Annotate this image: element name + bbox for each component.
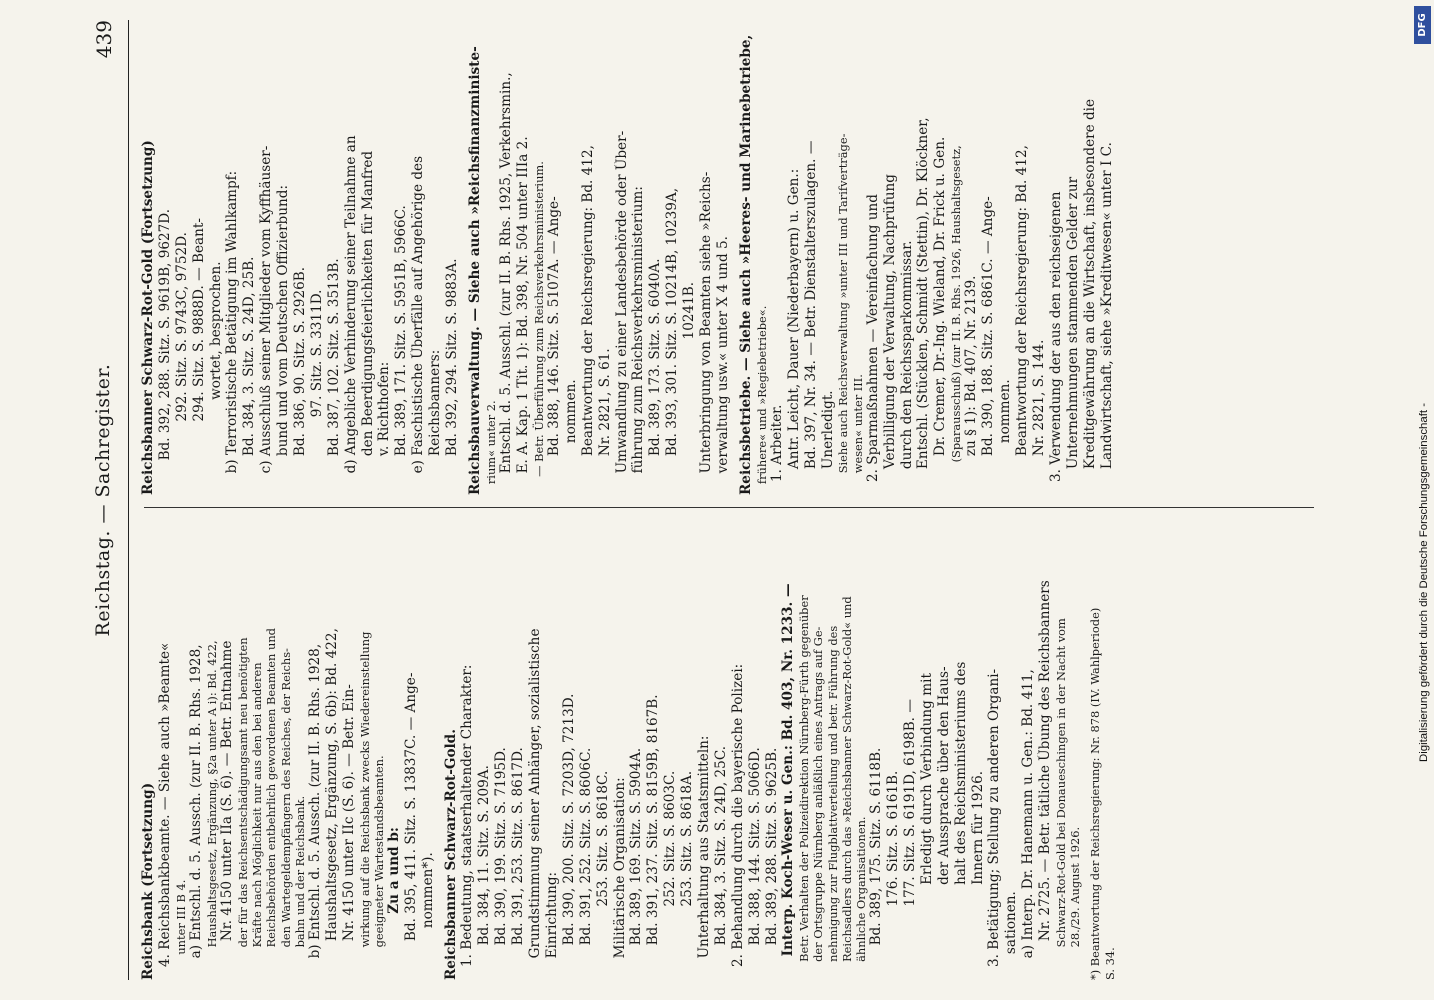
index-line: Bd. 388, 144. Sitz. S. 5066D.: [746, 747, 763, 980]
index-line: der für das Reichsentschädigungsamt neu benötigten: [235, 637, 250, 980]
index-line: Bd. 397, Nr. 34. — Betr. Dienstalterszulagen. —: [802, 140, 819, 495]
index-line: Beantwortung der Reichsregierung: Bd. 412,: [1014, 145, 1031, 495]
index-line: — Betr. Überführung zum Reichsverkehrsministerium.: [531, 161, 546, 495]
dfg-logo: [1414, 6, 1431, 44]
index-line: Unterbringung von Beamten siehe »Reichs-: [697, 171, 714, 495]
index-line: rium« unter 2.: [483, 400, 498, 495]
index-line: 1. Arbeiter.: [768, 404, 785, 495]
index-line: der Aussprache über den Haus-: [935, 666, 952, 980]
index-line: bahn und der Reichsbank.: [292, 795, 307, 980]
index-line: Bd. 384, 3. Sitz. S. 24D, 25B.: [241, 256, 258, 495]
index-heading: Zu a und b:: [385, 827, 402, 980]
index-line: Reichsadlers durch das »Reichsbanner Schwarz-Rot-Gold« und: [839, 596, 854, 980]
index-line: Einrichtung:: [543, 871, 560, 980]
index-line: 2. Behandlung durch die bayerische Polizei:: [729, 663, 746, 980]
index-line: v. Richthofen:: [376, 361, 393, 495]
index-line: nommen.: [562, 379, 579, 495]
index-line: Bd. 384, 3. Sitz. S. 24D, 25C.: [712, 745, 729, 980]
index-line: a) Entschl. d. 5. Aussch. (zur II. B. Rhs. 1928,: [187, 644, 204, 980]
left-column: [140, 505, 1320, 980]
index-line: Bd. 390, 200. Sitz. S. 7203D, 7213D.: [560, 693, 577, 980]
index-line: führung zum Reichsverkehrsministerium:: [630, 186, 647, 495]
index-line: 28./29. August 1926.: [1068, 826, 1083, 980]
index-line: 4. Reichsbankbeamte. — Siehe auch »Beamte«: [156, 642, 173, 980]
index-line: Beantwortung der Reichsregierung: Bd. 412,: [579, 145, 596, 495]
index-line: unter III B 4.: [173, 879, 188, 980]
index-line: durch den Reichssparkommissar.: [898, 240, 915, 495]
index-heading: Interp. Koch-Weser u. Gen.: Bd. 403, Nr. 1233. —: [780, 583, 797, 980]
index-line: 3. Betätigung; Stellung zu anderen Organi-: [986, 668, 1003, 980]
index-heading: Reichsbanner Schwarz-Rot-Gold.: [442, 729, 459, 980]
index-line: Grundstimmung seiner Anhänger, sozialistische: [527, 628, 544, 980]
index-line: Unternehmungen stammenden Gelder zur: [1064, 176, 1081, 495]
index-line: 10241B.: [681, 281, 698, 495]
index-line: Bd. 387, 102. Sitz. S. 3513B.: [325, 258, 342, 495]
index-line: Umwandlung zu einer Landesbehörde oder Über-: [613, 130, 630, 495]
index-line: Bd. 395, 411. Sitz. S. 13837C. — Ange-: [402, 672, 419, 980]
index-heading: Reichsbank (Fortsetzung): [140, 782, 156, 980]
digitization-credit: Digitalisierung gefördert durch die Deutsche Forschungsgemeinschaft -: [1418, 403, 1430, 762]
index-line: wesen« unter III.: [850, 374, 865, 495]
index-line: Haushaltsgesetz, Ergänzung, S. 6b): Bd. 422,: [323, 628, 340, 980]
index-line: Nr. 2725. — Betr. tätliche Übung des Reichsbanners: [1037, 580, 1054, 980]
index-line: ähnliche Organisationen.: [854, 816, 869, 980]
index-line: Unterhaltung aus Staatsmitteln:: [695, 735, 712, 980]
index-line: b) Entschl. d. 5. Aussch. (zur II. B. Rhs. 1928,: [306, 643, 323, 980]
index-line: der Ortsgruppe Nürnberg anläßlich eines Antrags auf Ge-: [811, 626, 826, 980]
index-line: nommen*).: [419, 852, 436, 980]
index-line: Bd. 384, 11. Sitz. S. 209A.: [476, 765, 493, 980]
index-line: Bd. 390, 188. Sitz. S. 6861C. — Ange-: [980, 196, 997, 495]
index-line: Reichsbanners:: [427, 349, 444, 495]
index-line: 177. Sitz. S. 6191D, 6198B. —: [902, 699, 919, 980]
index-line: Landwirtschaft, siehe »Kreditwesen« unter I C.: [1098, 142, 1115, 495]
index-line: 253. Sitz. S. 8618A.: [679, 770, 696, 980]
index-line: halt des Reichsministeriums des: [952, 661, 969, 980]
index-line: 294. Sitz. S. 9888D. — Beant-: [190, 218, 207, 495]
index-line: Bd. 391, 237. Sitz. S. 8159B, 8167B.: [645, 694, 662, 980]
index-line: Kreditgewährung an die Wirtschaft, insbesondere die: [1081, 98, 1098, 495]
index-line: frühere« und »Regiebetriebe«.: [754, 305, 769, 495]
index-line: verwaltung usw.« unter X 4 und 5.: [714, 236, 731, 495]
index-line: Antr. Leicht, Dauer (Niederbayern) u. Gen.:: [785, 168, 802, 495]
index-line: b) Terroristische Betätigung im Wahlkampf:: [224, 170, 241, 495]
index-line: Innern für 1926.: [969, 770, 986, 980]
index-heading: Reichsbauverwaltung. — Siehe auch »Reichsfinanzministe-: [466, 46, 483, 495]
index-line: 253. Sitz. S. 8618C.: [594, 770, 611, 980]
index-line: Verbilligung der Verwaltung, Nachprüfung: [881, 173, 898, 495]
index-line: d) Angebliche Verhinderung seiner Teilnahme an: [342, 135, 359, 495]
index-heading: Reichsbetriebe. — Siehe auch »Heeres- und Marinebetriebe,: [737, 34, 754, 495]
right-column: [140, 20, 1320, 495]
index-line: *) Beantwortung der Reichsregierung: Nr. 878 (IV. Wahlperiode): [1088, 607, 1103, 980]
index-line: E. A. Kap. 1 Tit. 1): Bd. 398, Nr. 504 unter IIIa 2.: [514, 136, 531, 495]
index-line: e) Faschistische Überfälle auf Angehörige des: [410, 155, 427, 495]
index-line: bund und vom Deutschen Offizierbund:: [275, 184, 292, 495]
index-line: Bd. 389, 173. Sitz. S. 6040A.: [647, 258, 664, 495]
index-line: Unerledigt.: [819, 390, 836, 495]
index-line: sationen.: [1003, 891, 1020, 980]
index-line: Bd. 389, 288. Sitz. S. 9625B.: [763, 747, 780, 980]
index-line: Nr. 2821, S. 144.: [1030, 339, 1047, 495]
index-line: Bd. 389, 169. Sitz. S. 5904A.: [628, 747, 645, 980]
index-line: Entschl. (Stücklen, Schmidt (Stettin), Dr. Klöckner,: [915, 117, 932, 495]
index-line: Bd. 392, 288. Sitz. S. 9619B, 9627D.: [156, 208, 173, 495]
index-line: Schwarz-Rot-Gold bei Donaueschingen in der Nacht vom: [1054, 618, 1069, 980]
index-line: wortet, besprochen.: [207, 261, 224, 495]
index-line: den Beerdigungsfeierlichkeiten für Manfred: [359, 150, 376, 495]
index-line: Nr. 2821, S. 61.: [596, 348, 613, 495]
index-line: Erledigt durch Verbindung mit: [918, 673, 935, 980]
index-line: Bd. 389, 171. Sitz. S. 5951B, 5966C.: [393, 205, 410, 495]
index-line: Bd. 391, 252. Sitz. S. 8606C.: [577, 747, 594, 980]
index-line: Bd. 392, 294. Sitz. S. 9883A.: [444, 258, 461, 495]
dfg-logo-text: DFG: [1417, 13, 1428, 37]
index-line: Bd. 388, 146. Sitz. S. 5107A. — Ange-: [545, 196, 562, 495]
index-heading: Reichsbanner Schwarz-Rot-Gold (Fortsetzung): [140, 140, 156, 495]
index-line: Entschl. d. 5. Ausschl. (zur II. B. Rhs. 1925, Verkehrsmin.,: [498, 72, 514, 495]
running-title: Reichstag. — Sachregister.: [92, 363, 114, 637]
index-line: 97. Sitz. S. 3311D.: [308, 289, 325, 495]
index-line: Kräfte nach Möglichkeit nur aus den bei anderen: [250, 662, 265, 980]
index-line: Bd. 391, 253. Sitz. S. 8617D.: [510, 747, 527, 980]
index-line: Bd. 390, 199. Sitz. S. 7195D.: [493, 747, 510, 980]
index-line: Dr. Cremer, Dr.-Ing. Wieland, Dr. Frick u. Gen.: [932, 136, 949, 495]
index-line: 3. Verwendung der aus den reichseigenen: [1047, 191, 1064, 495]
index-line: 2. Sparmaßnahmen — Vereinfachung und: [864, 194, 881, 495]
index-line: 176. Sitz. S. 6161B.: [885, 770, 902, 980]
index-line: (Sparausschuß) (zur II. B. Rhs. 1926, Haushaltsgesetz,: [949, 145, 964, 495]
index-line: Bd. 389, 175. Sitz. S. 6118B.: [868, 747, 885, 980]
index-line: Haushaltsgesetz, Ergänzung, §2a unter A i): Bd. 422,: [204, 640, 219, 980]
page-header: [80, 0, 140, 1000]
index-line: Reichsbehörden entbehrlich gewordenen Beamten und: [264, 628, 279, 980]
index-line: geeigneter Wartestandsbeamten.: [371, 755, 386, 980]
index-line: Bd. 386, 90. Sitz. S. 2926B.: [292, 266, 309, 495]
index-line: Betr. Verhalten der Polizeidirektion Nürnberg-Fürth gegenüber: [797, 595, 812, 980]
index-line: Militärische Organisation:: [611, 777, 628, 980]
index-line: Bd. 393, 301. Sitz. S. 10214B, 10239A,: [664, 187, 681, 495]
index-line: c) Ausschluß seiner Mitglieder vom Kyffhäuser-: [258, 145, 275, 495]
index-line: nehmigung zur Flugblattverteilung und betr. Führung des: [825, 625, 840, 980]
index-line: Siehe auch Reichsverwaltung »unter III und Tarifverträge-: [836, 133, 851, 495]
index-line: wirkung auf die Reichsbank zwecks Wiedereinstellung: [357, 631, 372, 980]
index-line: zu § 1): Bd. 407, Nr. 2139.: [963, 275, 980, 495]
index-line: nommen.: [997, 379, 1014, 495]
index-line: 292. Sitz. S. 9743C, 9752D.: [173, 232, 190, 495]
index-line: Nr. 4150 unter IIc (S. 6). — Betr. Ein-: [340, 684, 357, 980]
index-line: 252. Sitz. S. 8603C.: [662, 770, 679, 980]
index-line: 1. Bedeutung, staatserhaltender Charakter:: [459, 664, 476, 980]
column-divider: [144, 507, 1314, 508]
index-line: S. 34.: [1102, 947, 1117, 980]
index-line: den Wartegeldempfängern des Reiches, der Reichs-: [278, 648, 293, 980]
page-number: 439: [92, 20, 116, 59]
index-line: a) Interp. Dr. Hanemann u. Gen.: Bd. 411,: [1020, 669, 1037, 980]
index-line: Nr. 4150 unter IIa (S. 6). — Betr. Entnahme: [219, 640, 236, 980]
rotated-index-page: [80, 0, 1330, 1000]
header-rule: [128, 20, 129, 980]
